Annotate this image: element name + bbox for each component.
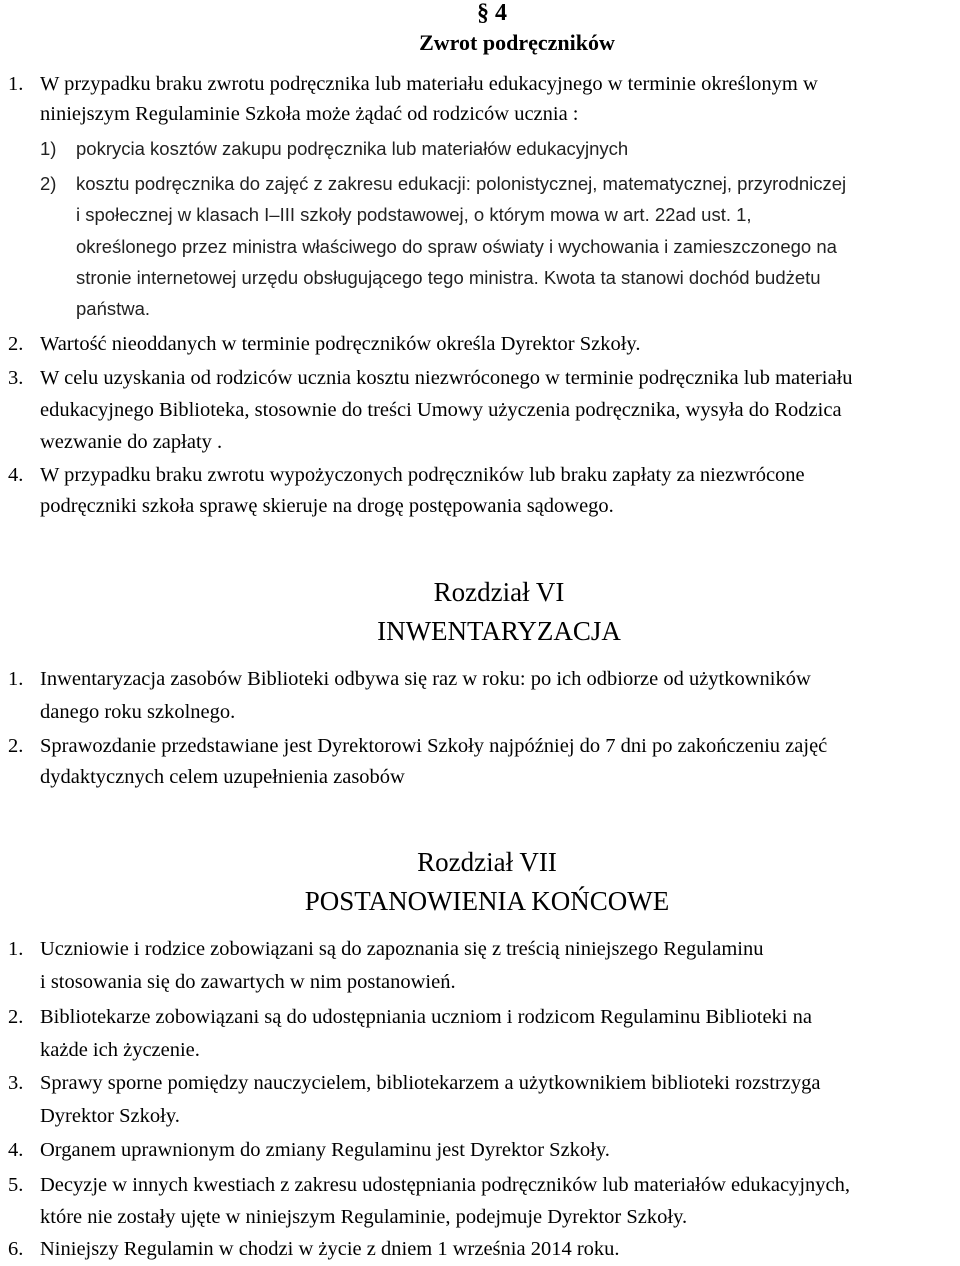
list-number: 4.	[8, 1139, 24, 1161]
section-title: Zwrot podręczników	[419, 30, 615, 55]
paragraph-number: 1.	[8, 73, 24, 95]
subitem-line: kosztu podręcznika do zajęć z zakresu edukacji: polonistycznej, matematycznej, przyrodniczej	[76, 173, 847, 194]
list-item-line: Inwentaryzacja zasobów Biblioteki odbywa się raz w roku: po ich odbiorze od użytkowników	[40, 668, 811, 690]
list-number: 2.	[8, 1006, 24, 1028]
subitem-line: pokrycia kosztów zakupu podręcznika lub materiałów edukacyjnych	[76, 138, 629, 159]
list-number: 5.	[8, 1174, 24, 1196]
list-item-line: Sprawy sporne pomiędzy nauczycielem, bibliotekarzem a użytkownikiem biblioteki rozstrzyga	[40, 1072, 821, 1094]
paragraph-number: 3.	[8, 367, 24, 389]
list-item-line: które nie zostały ujęte w niniejszym Regulaminie, podejmuje Dyrektor Szkoły.	[40, 1206, 688, 1228]
list-item-line: Organem uprawnionym do zmiany Regulaminu jest Dyrektor Szkoły.	[40, 1139, 610, 1161]
chapter-subtitle: INWENTARYZACJA	[377, 616, 621, 646]
list-number: 3.	[8, 1072, 24, 1094]
list-item-line: Bibliotekarze zobowiązani są do udostępniania uczniom i rodzicom Regulaminu Biblioteki na	[40, 1006, 812, 1028]
list-number: 6.	[8, 1238, 24, 1260]
list-item-line: Sprawozdanie przedstawiane jest Dyrektorowi Szkoły najpóźniej do 7 dni po zakończeniu zajęć	[40, 735, 828, 757]
chapter-title: Rozdział VII	[417, 847, 557, 877]
list-item-line: Dyrektor Szkoły.	[40, 1105, 180, 1127]
paragraph-line: podręczniki szkoła sprawę skieruje na drogę postępowania sądowego.	[40, 495, 614, 517]
list-item-line: Uczniowie i rodzice zobowiązani są do zapoznania się z treścią niniejszego Regulaminu	[40, 938, 764, 960]
list-item-line: Niniejszy Regulamin w chodzi w życie z dniem 1 września 2014 roku.	[40, 1238, 620, 1260]
paragraph-line: Wartość nieoddanych w terminie podręczników określa Dyrektor Szkoły.	[40, 333, 641, 355]
subitem-number: 2)	[40, 173, 57, 194]
list-number: 1.	[8, 938, 24, 960]
subitem-line: i społecznej w klasach I–III szkoły podstawowej, o którym mowa w art. 22ad ust. 1,	[76, 204, 752, 225]
list-item-line: Decyzje w innych kwestiach z zakresu udostępniania podręczników lub materiałów edukacyjnych,	[40, 1174, 851, 1196]
subitem-line: określonego przez ministra właściwego do spraw oświaty i wychowania i zamieszczonego na	[76, 236, 837, 257]
paragraph-line: W przypadku braku zwrotu wypożyczonych podręczników lub braku zapłaty za niezwrócone	[40, 464, 805, 486]
paragraph-line: niniejszym Regulaminie Szkoła może żądać od rodziców ucznia :	[40, 103, 579, 125]
chapter-title: Rozdział VI	[433, 577, 565, 607]
paragraph-line: W przypadku braku zwrotu podręcznika lub materiału edukacyjnego w terminie określonym w	[40, 73, 818, 95]
paragraph-line: W celu uzyskania od rodziców ucznia kosztu niezwróconego w terminie podręcznika lub materiału	[40, 367, 853, 389]
list-item-line: dydaktycznych celem uzupełnienia zasobów	[40, 766, 405, 788]
paragraph-line: wezwanie do zapłaty .	[40, 431, 223, 453]
list-number: 1.	[8, 668, 24, 690]
paragraph-line: edukacyjnego Biblioteka, stosownie do treści Umowy użyczenia podręcznika, wysyła do Rodzica	[40, 399, 842, 421]
subitem-line: państwa.	[76, 298, 151, 319]
section-symbol: § 4	[477, 0, 507, 26]
list-number: 2.	[8, 735, 24, 757]
paragraph-number: 2.	[8, 333, 24, 355]
subitem-line: stronie internetowej urzędu obsługującego tego ministra. Kwota ta stanowi dochód budżetu	[76, 267, 821, 288]
list-item-line: każde ich życzenie.	[40, 1039, 200, 1061]
subitem-number: 1)	[40, 138, 57, 159]
paragraph-number: 4.	[8, 464, 24, 486]
list-item-line: danego roku szkolnego.	[40, 701, 236, 723]
list-item-line: i stosowania się do zawartych w nim postanowień.	[40, 971, 456, 993]
chapter-subtitle: POSTANOWIENIA KOŃCOWE	[304, 886, 670, 916]
